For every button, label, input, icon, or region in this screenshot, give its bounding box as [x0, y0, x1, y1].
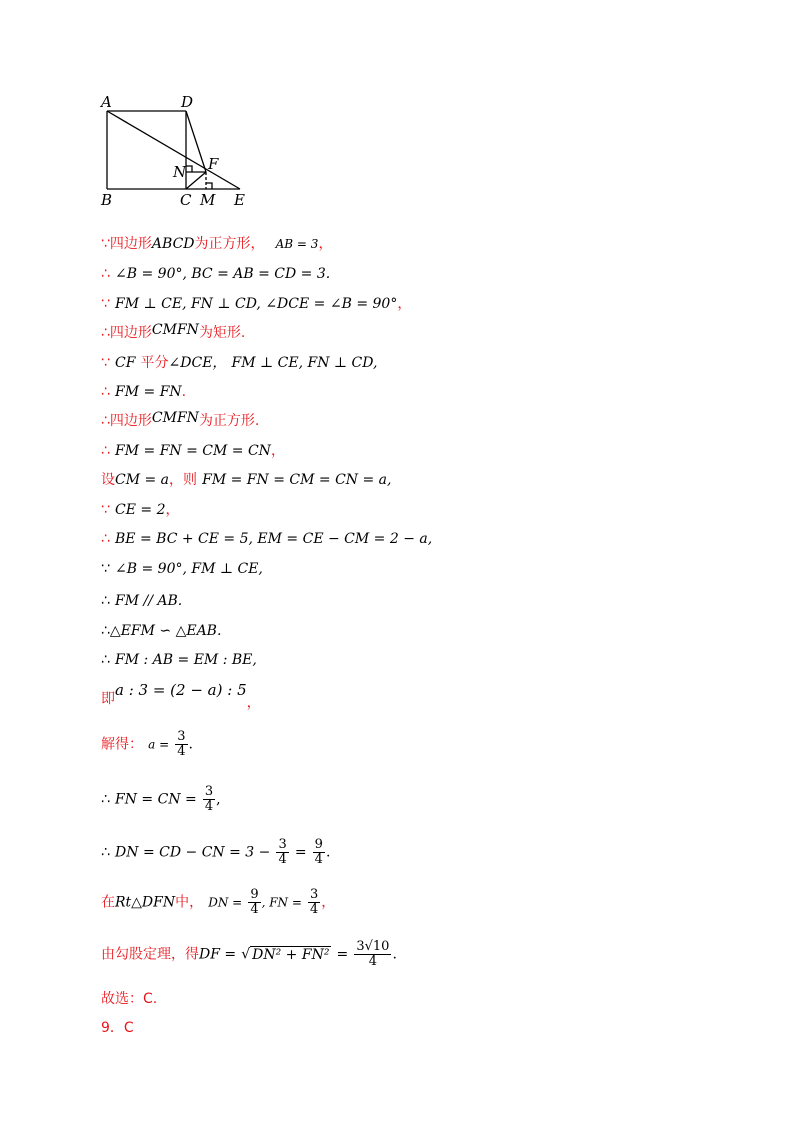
label-c: C [180, 191, 192, 209]
solution-line-17: 解得： a = $\frac{3}{4}$ . [101, 729, 193, 759]
segment-cf [186, 172, 206, 189]
solution-line-19: ∴ DN = CD − CN = 3 − $\frac{3}{4}$ = $\frac{9}{4}$ . [101, 837, 331, 867]
solution-line-1: ∵四边形ABCD为正方形， AB = 3， [101, 236, 333, 252]
solution-line-8: ∴ FM = FN = CM = CN， [101, 443, 285, 459]
label-f: F [208, 155, 219, 173]
solution-line-5: ∵ CF 平分∠DCE， FM ⊥ CE, FN ⊥ CD, [101, 355, 378, 371]
solution-line-4: ∴四边形CMFN为矩形. [101, 322, 246, 341]
label-e: E [234, 191, 245, 209]
answer-9: 9．C [101, 1020, 134, 1036]
label-b: B [101, 191, 113, 209]
solution-line-3: ∵ FM ⊥ CE, FN ⊥ CD, ∠DCE = ∠B = 90°， [101, 296, 412, 312]
fraction: $\frac{3}{4}$ [310, 887, 319, 917]
label-n: N [173, 163, 187, 181]
solution-line-11: ∴ BE = BC + CE = 5, EM = CE − CM = 2 − a, [101, 531, 433, 547]
solution-line-12: ∵ ∠B = 90°, FM ⊥ CE, [101, 561, 263, 577]
solution-line-18: ∴ FN = CN = $\frac{3}{4}$ , [101, 784, 221, 814]
radical: DN² + FN² [252, 946, 330, 963]
solution-line-20: 在Rt△DFN中， DN = $\frac{9}{4}$ , FN = $\frac{3}{4}$ ， [101, 887, 336, 917]
solution-line-2: ∴ ∠B = 90°, BC = AB = CD = 3. [101, 266, 331, 282]
solution-line-7: ∴四边形CMFN为正方形. [101, 410, 260, 429]
right-angle-m [206, 183, 212, 189]
solution-line-9: 设CM = a，则 FM = FN = CM = CN = a, [101, 472, 392, 488]
right-angle-n [186, 166, 192, 172]
fraction: $\frac{3}{4}$ [278, 837, 287, 867]
fraction: $\frac{3}{4}$ [204, 784, 214, 814]
fraction: $\frac{9}{4}$ [250, 887, 259, 917]
solution-line-16: 即a : 3 = (2 − a) : 5， [101, 681, 261, 711]
label-d: D [181, 93, 194, 111]
fraction: $\frac{9}{4}$ [314, 837, 323, 867]
solution-line-15: ∴ FM : AB = EM : BE, [101, 652, 257, 668]
label-m: M [200, 191, 216, 209]
solution-line-6: ∴ FM = FN. [101, 384, 187, 400]
fraction: $\frac{3}{4}$ [177, 729, 186, 759]
fraction: $\frac{3√10}{4}$ [356, 939, 390, 969]
solution-line-14: ∴△EFM ∽ △EAB. [101, 623, 222, 639]
solution-line-10: ∵ CE = 2， [101, 502, 180, 518]
label-a: A [101, 93, 112, 111]
solution-line-21: 由勾股定理，得DF = √ DN² + FN² = $\frac{3√10}{4}$ . [101, 939, 397, 969]
solution-line-13: ∴ FM // AB. [101, 593, 183, 609]
solution-line-22: 故选：C. [101, 991, 158, 1007]
